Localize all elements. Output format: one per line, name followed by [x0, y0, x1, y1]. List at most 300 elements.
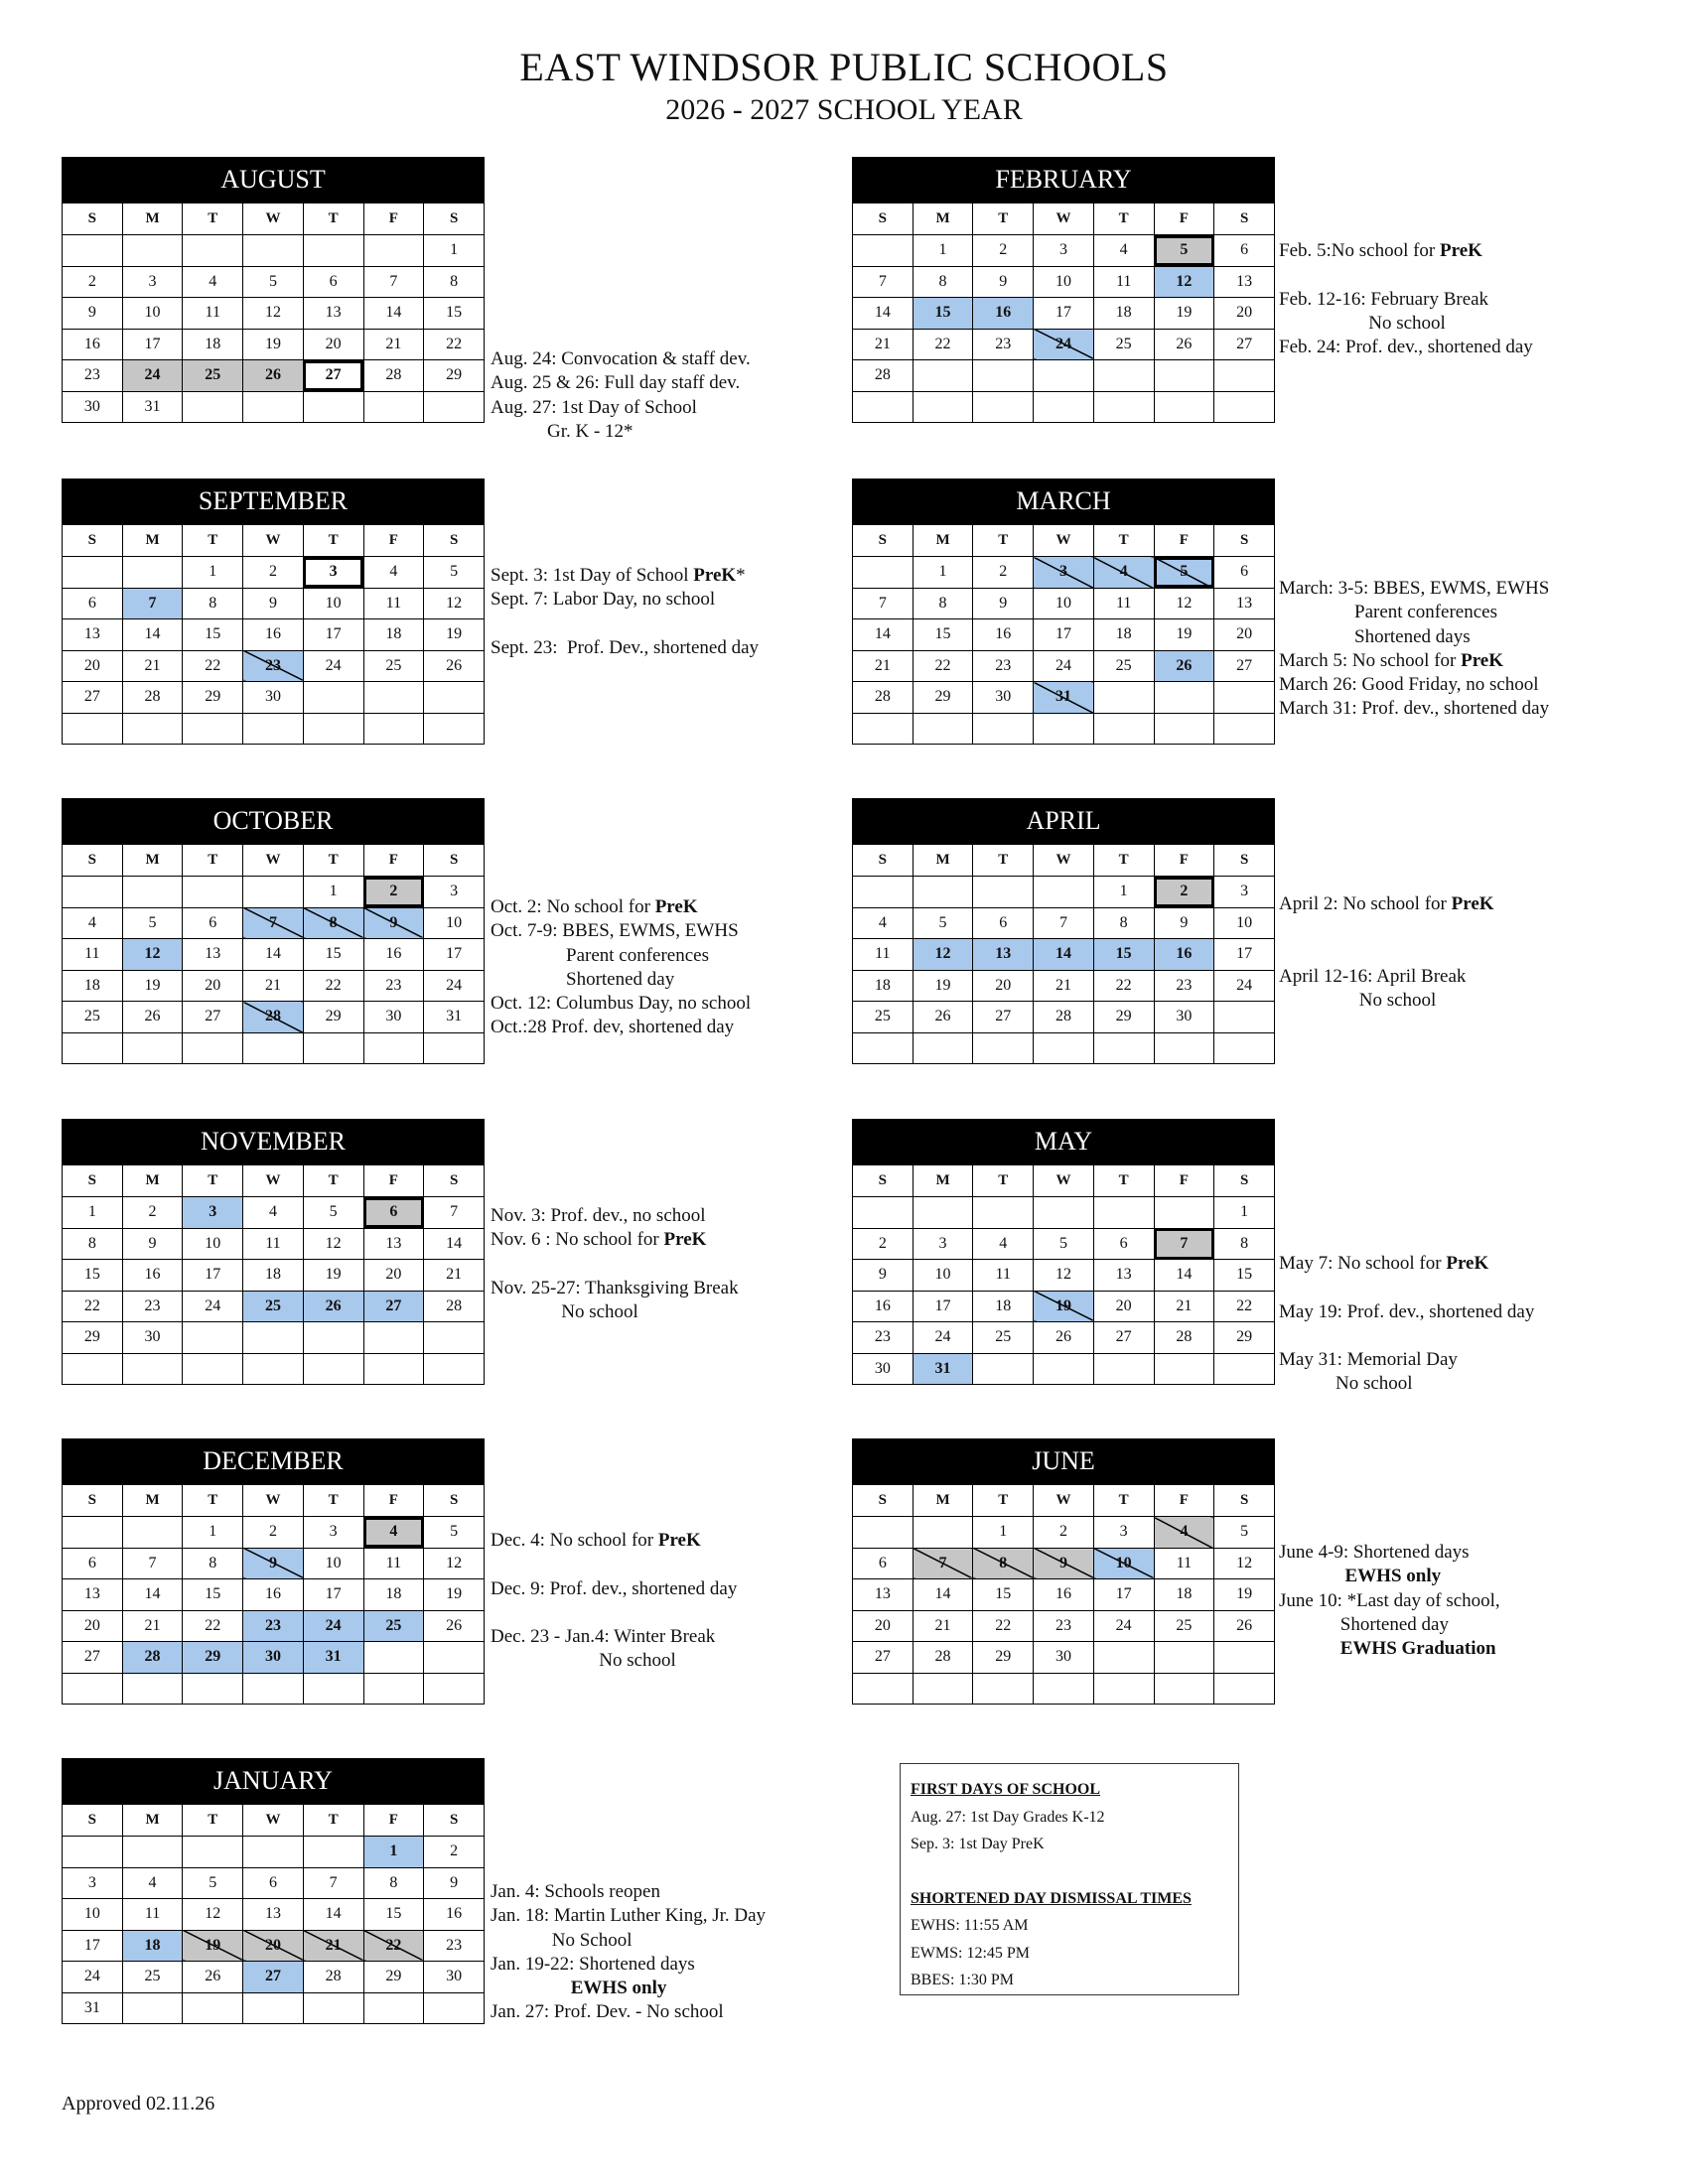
empty-cell: [183, 1032, 243, 1064]
day-cell: 6: [363, 1197, 424, 1229]
weekday-label: M: [913, 1165, 973, 1197]
weekday-label: M: [122, 204, 183, 235]
day-cell: 16: [63, 329, 123, 360]
empty-cell: [913, 1517, 973, 1549]
note-line: [1279, 625, 1549, 649]
weekday-label: S: [853, 525, 914, 557]
note-line: [1279, 916, 1494, 940]
note-text: April 2: No school for: [1279, 893, 1452, 914]
day-cell: 30: [122, 1322, 183, 1354]
day-cell: 1: [63, 1197, 123, 1229]
day-cell: 14: [243, 939, 304, 971]
day-cell: 10: [1034, 266, 1094, 298]
empty-cell: [853, 877, 914, 908]
day-cell: 22: [183, 650, 243, 682]
day-cell: 28: [122, 682, 183, 714]
month-november: [62, 1119, 485, 1385]
empty-cell: [183, 1673, 243, 1705]
empty-cell: [1093, 713, 1154, 745]
day-cell: 26: [424, 1610, 485, 1642]
weekday-label: T: [1093, 525, 1154, 557]
note-suffix: *: [736, 565, 746, 586]
empty-cell: [122, 877, 183, 908]
day-cell: 26: [1214, 1610, 1275, 1642]
day-cell: 29: [973, 1642, 1034, 1674]
day-cell: 10: [63, 1899, 123, 1931]
empty-cell: [122, 1353, 183, 1385]
day-cell: 27: [1214, 650, 1275, 682]
weekday-label: T: [303, 1485, 363, 1517]
empty-cell: [853, 1517, 914, 1549]
notes-august: [491, 347, 751, 444]
weekday-label: F: [363, 1165, 424, 1197]
day-cell: 1: [303, 877, 363, 908]
day-cell: 25: [363, 1610, 424, 1642]
day-cell: 16: [243, 1579, 304, 1611]
weekday-label: T: [303, 845, 363, 877]
note-text: Aug. 27: 1st Day of School: [491, 396, 697, 418]
empty-cell: [363, 1322, 424, 1354]
note-text: Shortened days: [1279, 625, 1471, 647]
day-cell: 30: [243, 682, 304, 714]
weekday-label: S: [63, 525, 123, 557]
day-cell: 5: [303, 1197, 363, 1229]
empty-cell: [973, 360, 1034, 392]
day-cell: 3: [1214, 877, 1275, 908]
day-cell: 31: [303, 1642, 363, 1674]
weekday-label: T: [183, 1165, 243, 1197]
day-cell: 20: [853, 1610, 914, 1642]
day-cell: 19: [1154, 298, 1214, 330]
day-cell: 20: [1214, 619, 1275, 651]
day-cell: 14: [303, 1899, 363, 1931]
day-cell: 25: [122, 1962, 183, 1993]
day-cell: 3: [63, 1867, 123, 1899]
empty-cell: [1034, 1673, 1094, 1705]
day-cell: 11: [243, 1228, 304, 1260]
day-cell: 15: [183, 1579, 243, 1611]
note-line: [491, 564, 759, 588]
empty-cell: [122, 1032, 183, 1064]
note-line: [491, 420, 751, 444]
day-cell: 1: [913, 235, 973, 267]
day-cell: 24: [913, 1322, 973, 1354]
day-cell: 4: [853, 907, 914, 939]
empty-cell: [363, 1992, 424, 2024]
empty-cell: [122, 1673, 183, 1705]
empty-cell: [243, 235, 304, 267]
day-cell: 19: [424, 619, 485, 651]
day-cell: 24: [1034, 650, 1094, 682]
note-text: Feb. 24: Prof. dev., shortened day: [1279, 337, 1533, 358]
empty-cell: [424, 682, 485, 714]
day-cell: 23: [122, 1291, 183, 1322]
empty-cell: [243, 877, 304, 908]
day-cell: 5: [243, 266, 304, 298]
day-cell: 30: [973, 682, 1034, 714]
day-cell: 14: [1154, 1260, 1214, 1292]
note-line: [491, 1016, 751, 1039]
empty-cell: [973, 713, 1034, 745]
empty-cell: [183, 877, 243, 908]
day-cell: 23: [853, 1322, 914, 1354]
day-cell: 20: [243, 1930, 304, 1962]
weekday-label: S: [424, 1805, 485, 1837]
day-cell: 22: [424, 329, 485, 360]
empty-cell: [424, 1032, 485, 1064]
weekday-label: T: [303, 204, 363, 235]
day-cell: 23: [973, 650, 1034, 682]
day-cell: 31: [122, 391, 183, 423]
empty-cell: [363, 1032, 424, 1064]
day-cell: 23: [363, 970, 424, 1002]
weekday-label: M: [913, 1485, 973, 1517]
note-line: [1279, 288, 1533, 312]
weekday-label: T: [973, 525, 1034, 557]
empty-cell: [63, 713, 123, 745]
day-cell: 16: [1034, 1579, 1094, 1611]
day-cell: 14: [913, 1579, 973, 1611]
day-cell: 26: [1154, 329, 1214, 360]
day-cell: 6: [973, 907, 1034, 939]
day-cell: 3: [424, 877, 485, 908]
day-cell: 18: [363, 1579, 424, 1611]
day-cell: 5: [183, 1867, 243, 1899]
day-cell: 26: [183, 1962, 243, 1993]
empty-cell: [63, 1517, 123, 1549]
weekday-label: M: [913, 204, 973, 235]
weekday-label: M: [122, 845, 183, 877]
day-cell: 29: [303, 1002, 363, 1033]
day-cell: 15: [973, 1579, 1034, 1611]
day-cell: 18: [63, 970, 123, 1002]
day-cell: 14: [853, 619, 914, 651]
weekday-label: F: [1154, 204, 1214, 235]
day-cell: 31: [63, 1992, 123, 2024]
day-cell: 13: [63, 1579, 123, 1611]
note-text: No School: [491, 1929, 633, 1951]
empty-cell: [303, 1837, 363, 1868]
info-box: [900, 1763, 1239, 1995]
day-cell: 9: [853, 1260, 914, 1292]
weekday-label: T: [183, 1485, 243, 1517]
day-cell: 17: [303, 1579, 363, 1611]
day-cell: 3: [913, 1228, 973, 1260]
day-cell: 21: [303, 1930, 363, 1962]
day-cell: 29: [913, 682, 973, 714]
empty-cell: [1034, 1353, 1094, 1385]
weekday-label: S: [424, 845, 485, 877]
month-april: [852, 798, 1275, 1064]
weekday-label: W: [243, 1805, 304, 1837]
day-cell: 24: [303, 1610, 363, 1642]
empty-cell: [424, 391, 485, 423]
day-cell: 14: [363, 298, 424, 330]
day-cell: 5: [1154, 235, 1214, 267]
note-text: [1279, 1566, 1345, 1586]
day-cell: 6: [1214, 235, 1275, 267]
month-january: [62, 1758, 485, 2024]
empty-cell: [63, 235, 123, 267]
day-cell: 22: [363, 1930, 424, 1962]
note-line: [491, 613, 759, 636]
day-cell: 29: [183, 1642, 243, 1674]
month-name: FEBRUARY: [852, 157, 1275, 203]
day-cell: 7: [913, 1548, 973, 1579]
day-cell: 3: [1034, 235, 1094, 267]
note-line: [1279, 673, 1549, 697]
note-line: [1279, 1324, 1534, 1348]
day-cell: 17: [1093, 1579, 1154, 1611]
empty-cell: [424, 713, 485, 745]
day-cell: 8: [183, 588, 243, 619]
note-text: June 10: *Last day of school,: [1279, 1589, 1500, 1611]
day-cell: 2: [424, 1837, 485, 1868]
note-line: [491, 396, 751, 420]
month-name: DECEMBER: [62, 1438, 485, 1484]
day-cell: 11: [973, 1260, 1034, 1292]
day-cell: 9: [363, 907, 424, 939]
day-cell: 17: [1034, 619, 1094, 651]
note-line: [491, 1204, 739, 1228]
note-text: Shortened day: [1279, 1613, 1449, 1635]
day-cell: 23: [243, 1610, 304, 1642]
empty-cell: [183, 713, 243, 745]
day-cell: 11: [183, 298, 243, 330]
weekday-label: W: [243, 1165, 304, 1197]
note-bold: EWHS Graduation: [1339, 1638, 1496, 1660]
day-cell: 20: [973, 970, 1034, 1002]
day-cell: 1: [973, 1517, 1034, 1549]
empty-cell: [424, 1322, 485, 1354]
day-cell: 7: [122, 588, 183, 619]
empty-cell: [913, 1197, 973, 1229]
day-cell: 4: [243, 1197, 304, 1229]
day-cell: 21: [363, 329, 424, 360]
empty-cell: [63, 877, 123, 908]
weekday-label: F: [363, 1805, 424, 1837]
day-cell: 11: [122, 1899, 183, 1931]
day-cell: 11: [1154, 1548, 1214, 1579]
notes-september: [491, 564, 759, 660]
weekday-label: S: [853, 1165, 914, 1197]
day-cell: 6: [63, 588, 123, 619]
day-cell: 29: [63, 1322, 123, 1354]
weekday-label: M: [122, 525, 183, 557]
empty-cell: [424, 1992, 485, 2024]
note-line: [1279, 1300, 1534, 1324]
note-line: [491, 371, 751, 395]
day-cell: 27: [63, 682, 123, 714]
empty-cell: [363, 682, 424, 714]
day-cell: 12: [424, 588, 485, 619]
empty-cell: [183, 1322, 243, 1354]
day-cell: 9: [243, 588, 304, 619]
weekday-label: F: [363, 204, 424, 235]
note-text: No school: [491, 1650, 676, 1672]
day-cell: 13: [853, 1579, 914, 1611]
day-cell: 25: [183, 360, 243, 392]
note-text: Jan. 18: Martin Luther King, Jr. Day: [491, 1905, 767, 1927]
day-cell: 9: [973, 266, 1034, 298]
day-cell: 2: [63, 266, 123, 298]
day-cell: 12: [122, 939, 183, 971]
first-day-k12: Aug. 27: 1st Day Grades K-12: [911, 1808, 1105, 1826]
day-cell: 17: [913, 1291, 973, 1322]
note-line: [491, 1977, 766, 2000]
month-name: JUNE: [852, 1438, 1275, 1484]
weekday-label: W: [1034, 1485, 1094, 1517]
month-name: OCTOBER: [62, 798, 485, 844]
day-cell: 24: [1093, 1610, 1154, 1642]
empty-cell: [1093, 1673, 1154, 1705]
weekday-label: S: [63, 204, 123, 235]
day-cell: 19: [1154, 619, 1214, 651]
day-cell: 24: [183, 1291, 243, 1322]
note-text: Jan. 4: Schools reopen: [491, 1881, 660, 1902]
day-cell: 16: [122, 1260, 183, 1292]
day-cell: 17: [63, 1930, 123, 1962]
day-cell: 4: [363, 1517, 424, 1549]
day-cell: 1: [363, 1837, 424, 1868]
month-february: [852, 157, 1275, 423]
day-cell: 21: [122, 1610, 183, 1642]
day-cell: 20: [63, 1610, 123, 1642]
weekday-label: T: [303, 1165, 363, 1197]
day-cell: 19: [913, 970, 973, 1002]
day-cell: 30: [853, 1353, 914, 1385]
day-cell: 22: [913, 650, 973, 682]
day-cell: 30: [363, 1002, 424, 1033]
day-cell: 4: [1093, 557, 1154, 589]
empty-cell: [913, 713, 973, 745]
note-line: [1279, 989, 1494, 1013]
empty-cell: [303, 235, 363, 267]
weekday-label: T: [1093, 1165, 1154, 1197]
day-cell: 30: [1154, 1002, 1214, 1033]
day-cell: 8: [913, 588, 973, 619]
day-cell: 19: [243, 329, 304, 360]
month-name: NOVEMBER: [62, 1119, 485, 1164]
weekday-label: S: [63, 1165, 123, 1197]
day-cell: 7: [1034, 907, 1094, 939]
day-cell: 26: [424, 650, 485, 682]
day-cell: 6: [303, 266, 363, 298]
day-cell: 10: [1093, 1548, 1154, 1579]
empty-cell: [1154, 1353, 1214, 1385]
day-cell: 26: [122, 1002, 183, 1033]
day-cell: 16: [424, 1899, 485, 1931]
empty-cell: [363, 391, 424, 423]
day-cell: 14: [1034, 939, 1094, 971]
day-cell: 23: [1154, 970, 1214, 1002]
empty-cell: [424, 1673, 485, 1705]
weekday-label: W: [1034, 845, 1094, 877]
note-line: [491, 919, 751, 943]
day-cell: 7: [853, 588, 914, 619]
day-cell: 1: [183, 1517, 243, 1549]
day-cell: 14: [122, 619, 183, 651]
empty-cell: [913, 1032, 973, 1064]
dismissal-bbes: BBES: 1:30 PM: [911, 1972, 1015, 1988]
first-day-prek: Sep. 3: 1st Day PreK: [911, 1836, 1045, 1852]
day-cell: 3: [122, 266, 183, 298]
day-cell: 17: [1214, 939, 1275, 971]
day-cell: 5: [1034, 1228, 1094, 1260]
notes-april: [1279, 892, 1494, 1013]
day-cell: 22: [913, 329, 973, 360]
weekday-label: W: [1034, 525, 1094, 557]
empty-cell: [853, 1673, 914, 1705]
day-cell: 20: [303, 329, 363, 360]
empty-cell: [243, 1837, 304, 1868]
empty-cell: [1154, 1642, 1214, 1674]
day-cell: 21: [1034, 970, 1094, 1002]
day-cell: 24: [63, 1962, 123, 1993]
day-cell: 9: [1154, 907, 1214, 939]
empty-cell: [303, 682, 363, 714]
note-text: Jan. 19-22: Shortened days: [491, 1953, 695, 1975]
weekday-label: S: [63, 845, 123, 877]
empty-cell: [853, 557, 914, 589]
weekday-label: T: [973, 204, 1034, 235]
note-line: [1279, 239, 1533, 263]
empty-cell: [1034, 1197, 1094, 1229]
day-cell: 1: [913, 557, 973, 589]
weekday-label: M: [913, 845, 973, 877]
day-cell: 6: [1214, 557, 1275, 589]
empty-cell: [363, 1353, 424, 1385]
note-text: No school: [1279, 1373, 1413, 1395]
day-cell: 7: [243, 907, 304, 939]
weekday-label: T: [1093, 204, 1154, 235]
day-cell: 10: [183, 1228, 243, 1260]
day-cell: 11: [63, 939, 123, 971]
notes-june: [1279, 1541, 1500, 1661]
empty-cell: [1093, 1642, 1154, 1674]
day-cell: 18: [363, 619, 424, 651]
empty-cell: [303, 1992, 363, 2024]
weekday-label: S: [853, 1485, 914, 1517]
day-cell: 29: [1214, 1322, 1275, 1354]
day-cell: 3: [303, 1517, 363, 1549]
note-bold: EWHS only: [570, 1978, 667, 1999]
empty-cell: [303, 1673, 363, 1705]
day-cell: 22: [63, 1291, 123, 1322]
notes-january: [491, 1880, 766, 2025]
weekday-label: T: [973, 1165, 1034, 1197]
weekday-label: T: [183, 845, 243, 877]
empty-cell: [1093, 360, 1154, 392]
empty-cell: [913, 877, 973, 908]
month-december: [62, 1438, 485, 1705]
empty-cell: [243, 1032, 304, 1064]
day-cell: 22: [303, 970, 363, 1002]
note-line: [1279, 941, 1494, 965]
day-cell: 5: [913, 907, 973, 939]
empty-cell: [1154, 1197, 1214, 1229]
day-cell: 18: [973, 1291, 1034, 1322]
day-cell: 24: [424, 970, 485, 1002]
empty-cell: [183, 1353, 243, 1385]
month-may: [852, 1119, 1275, 1385]
day-cell: 9: [63, 298, 123, 330]
note-line: [491, 944, 751, 968]
day-cell: 27: [63, 1642, 123, 1674]
empty-cell: [183, 1992, 243, 2024]
dismissal-ewms: EWMS: 12:45 PM: [911, 1944, 1031, 1962]
day-cell: 17: [303, 619, 363, 651]
